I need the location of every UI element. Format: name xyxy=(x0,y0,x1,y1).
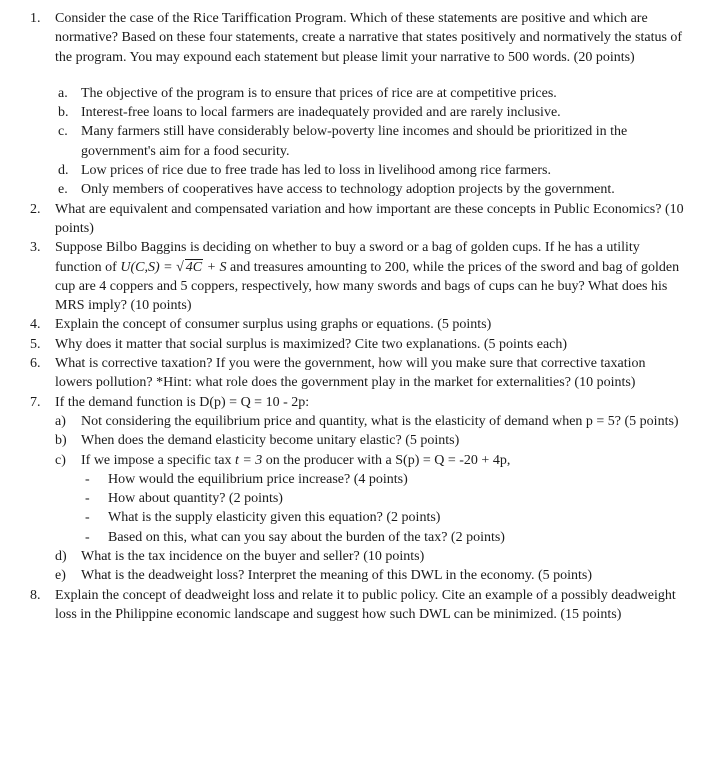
question-6 xyxy=(0,354,720,393)
q3-text-after: and treasures amounting to 200, while the prices of the sword and bag of golden cup are 4 coppers and 5 coppers, respectively, how many swords and bags of cups can he buy? What does his MRS imply? (10 points) xyxy=(55,259,680,314)
question-5 xyxy=(0,335,720,354)
part-text: What is the tax incidence on the buyer and seller? (10 points) xyxy=(81,549,425,565)
question-text: Explain the concept of consumer surplus using graphs or equations. (5 points) xyxy=(55,317,492,333)
part-text: Not considering the equilibrium price and quantity, what is the elasticity of demand when p = 5? (5 points) xyxy=(81,413,679,429)
question-text: Consider the case of the Rice Tariffication Program. Which of these statements are positive and which are normative? Based on these four statements, create a narrative that states positively and normatively the status of the program. You may expound each statement but please limit your narrative to 500 words. (20 points) xyxy=(55,11,683,65)
part-text: When does the demand elasticity become unitary elastic? (5 points) xyxy=(81,433,460,449)
question-number: 5. xyxy=(30,336,41,352)
question-number: 6. xyxy=(30,356,41,372)
q7-part-d xyxy=(0,547,720,566)
question-7 xyxy=(0,393,720,412)
statement-text: Low prices of rice due to free trade has led to loss in livelihood among rice farmers. xyxy=(81,163,552,179)
bullet-text: How about quantity? (2 points) xyxy=(108,491,283,507)
bullet-text: How would the equilibrium price increase? (4 points) xyxy=(108,471,408,487)
formula-lhs: U(C,S) = xyxy=(120,259,177,275)
statement-label: d. xyxy=(58,163,69,179)
q1-statements xyxy=(0,84,720,200)
q7-part-e xyxy=(0,566,720,585)
dash-icon: - xyxy=(85,491,90,507)
q7-part-a xyxy=(0,412,720,431)
part-label: d) xyxy=(55,549,67,565)
q1-statement-e xyxy=(0,180,720,199)
statement-label: c. xyxy=(58,124,68,140)
question-2 xyxy=(0,200,720,239)
part-label: a) xyxy=(55,413,66,429)
dash-icon: - xyxy=(85,529,90,545)
q7c-bullet-4 xyxy=(0,528,720,547)
q3-text-before: Suppose Bilbo Baggins is deciding on whether to buy a sword or a bag of golden cups. If he has a utility function of xyxy=(55,240,640,275)
statement-label: e. xyxy=(58,182,68,198)
question-number: 7. xyxy=(30,394,41,410)
bullet-text: Based on this, what can you say about the burden of the tax? (2 points) xyxy=(108,529,505,545)
question-text xyxy=(55,238,685,315)
q7-part-b xyxy=(0,431,720,450)
question-8 xyxy=(0,586,720,625)
formula-rhs: + S xyxy=(203,259,227,275)
tax-formula: t = 3 xyxy=(234,452,263,468)
question-4 xyxy=(0,315,720,334)
part-c-text-after: on the producer with a S(p) = Q = -20 + 4p, xyxy=(262,452,511,468)
question-sheet xyxy=(0,9,720,624)
question-text: Why does it matter that social surplus is maximized? Cite two explanations. (5 points each) xyxy=(55,336,568,352)
question-text: What is corrective taxation? If you were the government, how will you make sure that corrective taxation lowers pollution? *Hint: what role does the government play in the market for externalities? (10 points) xyxy=(55,356,646,391)
question-text: If the demand function is D(p) = Q = 10 - 2p: xyxy=(55,394,310,410)
statement-label: a. xyxy=(58,85,68,101)
question-number: 1. xyxy=(30,11,41,26)
utility-formula xyxy=(120,260,226,275)
q1-statement-b xyxy=(0,103,720,122)
part-label: e) xyxy=(55,568,66,584)
part-text: What is the deadweight loss? Interpret the meaning of this DWL in the economy. (5 points) xyxy=(81,568,592,584)
part-label: b) xyxy=(55,433,67,449)
question-1 xyxy=(0,9,720,67)
part-text xyxy=(81,451,681,470)
q7-part-c xyxy=(0,451,720,470)
q1-statement-a xyxy=(0,84,720,103)
question-number: 8. xyxy=(30,587,41,603)
question-number: 3. xyxy=(30,240,41,256)
sqrt-icon: √ xyxy=(176,259,184,275)
bullet-text: What is the supply elasticity given this equation? (2 points) xyxy=(108,510,441,526)
question-3 xyxy=(0,238,720,315)
question-text: Explain the concept of deadweight loss and relate it to public policy. Cite an example of a possibly deadweight loss in the Philippine economic landscape and suggest how such DWL can be minimized. (15 points) xyxy=(55,587,676,622)
question-number: 2. xyxy=(30,201,41,217)
question-text: What are equivalent and compensated variation and how important are these concepts in Public Economics? (10 points) xyxy=(55,201,684,236)
statement-label: b. xyxy=(58,105,69,121)
part-c-text-before: If we impose a specific tax xyxy=(81,452,235,468)
q7c-bullet-1 xyxy=(0,470,720,489)
q1-statement-d xyxy=(0,161,720,180)
statement-text: Interest-free loans to local farmers are inadequately provided and are rarely inclusive. xyxy=(81,105,561,121)
q7c-bullet-2 xyxy=(0,489,720,508)
q1-statement-c xyxy=(0,122,720,161)
dash-icon: - xyxy=(85,471,90,487)
statement-text: Only members of cooperatives have access to technology adoption projects by the government. xyxy=(81,182,615,198)
formula-radicand: 4C xyxy=(185,259,203,275)
part-label: c) xyxy=(55,452,66,468)
q7c-bullet-3 xyxy=(0,508,720,527)
question-number: 4. xyxy=(30,317,41,333)
dash-icon: - xyxy=(85,510,90,526)
statement-text: The objective of the program is to ensure that prices of rice are at competitive prices. xyxy=(81,85,557,101)
statement-text: Many farmers still have considerably below-poverty line incomes and should be prioritized in the government's aim for a food security. xyxy=(81,124,628,159)
